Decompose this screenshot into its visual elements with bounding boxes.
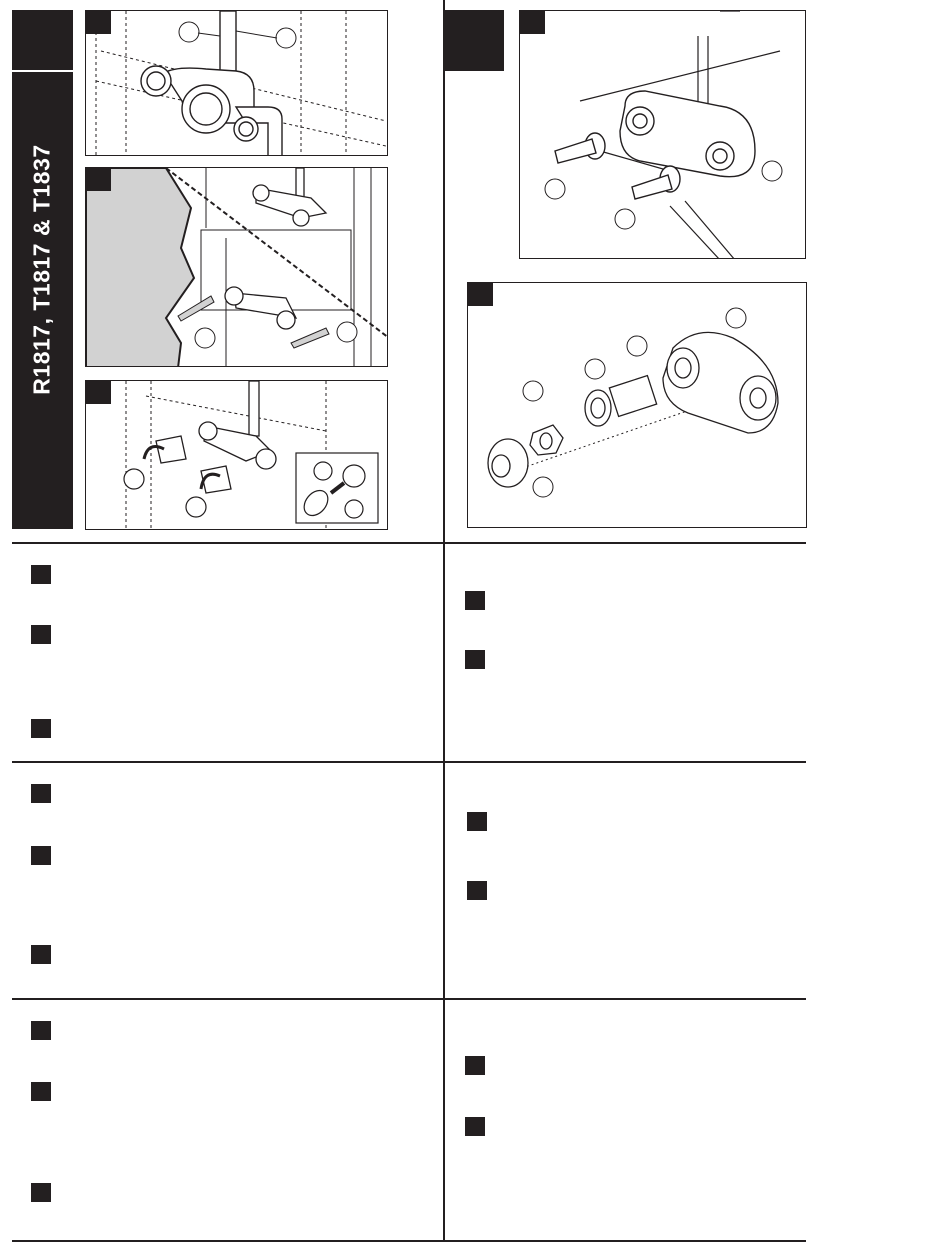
- figure-2-step-tag: [86, 168, 111, 191]
- wall-cutaway-icon: [86, 168, 388, 367]
- figure-2-wall-cutaway: [85, 167, 388, 367]
- valve-body-icon: [86, 11, 388, 156]
- section-rule: [12, 998, 806, 1000]
- step-marker: [467, 881, 487, 900]
- step-marker: [465, 1056, 485, 1075]
- step-marker: [465, 1117, 485, 1136]
- step-marker: [31, 1183, 51, 1202]
- handle-assembly-icon: [520, 11, 806, 259]
- step-marker: [31, 1082, 51, 1101]
- figure-3-stop-rotation: [85, 380, 388, 530]
- section-rule: [12, 761, 806, 763]
- step-marker: [31, 1021, 51, 1040]
- step-marker: [465, 591, 485, 610]
- step-marker: [31, 719, 51, 738]
- figure-4-handle-assembly: [519, 10, 806, 259]
- model-title-wrapper: [12, 10, 73, 529]
- figure-4-step-tag: [520, 11, 545, 34]
- step-marker: [465, 650, 485, 669]
- figure-3-step-tag: [86, 381, 111, 404]
- step-marker: [31, 565, 51, 584]
- column-divider: [443, 0, 445, 1242]
- figure-1-valve-body: [85, 10, 388, 156]
- step-marker: [31, 625, 51, 644]
- section-rule: [12, 1240, 806, 1242]
- rotate-arrow-icon: [86, 381, 388, 530]
- trim-exploded-icon: [468, 283, 807, 528]
- figure-5-step-tag: [468, 283, 493, 306]
- section-rule: [12, 542, 806, 544]
- figure-1-step-tag: [86, 11, 111, 34]
- step-marker: [467, 812, 487, 831]
- step-marker: [31, 846, 51, 865]
- model-title: R1817, T1817 & T1837: [29, 144, 56, 395]
- section-tab: [444, 10, 504, 71]
- figure-5-trim-exploded: [467, 282, 807, 528]
- step-marker: [31, 784, 51, 803]
- step-marker: [31, 945, 51, 964]
